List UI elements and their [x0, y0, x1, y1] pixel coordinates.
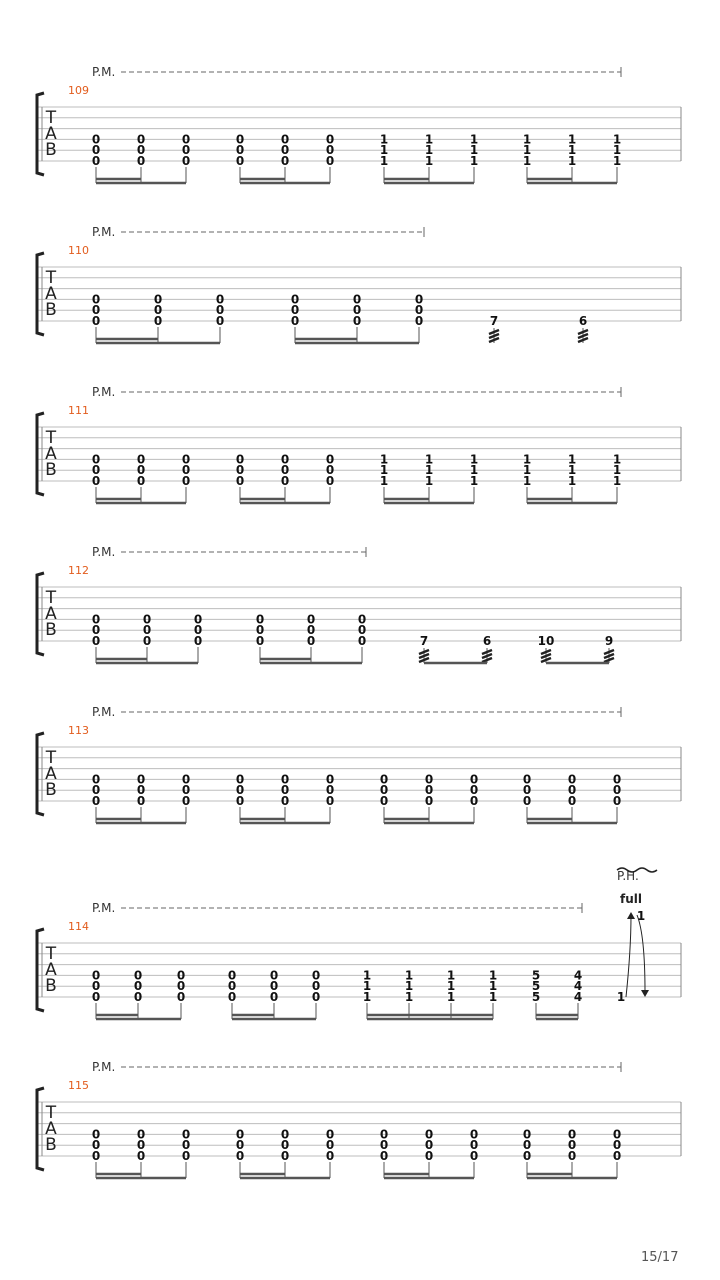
tab-clef-a: A: [45, 284, 57, 304]
fret-number: 0: [136, 783, 146, 798]
fret-number: 0: [91, 623, 101, 638]
fret-number: 0: [352, 314, 362, 328]
palm-mute-label: P.M.: [92, 65, 116, 79]
fret-number: 0: [91, 772, 101, 787]
fret-number: 0: [290, 314, 300, 328]
fret-number: 1: [469, 463, 479, 478]
fret-number: 1: [469, 474, 479, 488]
fret-number: 0: [352, 303, 362, 318]
fret-number: 0: [255, 634, 265, 648]
fret-number: 5: [531, 979, 541, 994]
tab-clef-b: B: [45, 976, 57, 996]
fret-number: 0: [91, 783, 101, 798]
fret-number: 1: [404, 990, 414, 1004]
fret-number: 0: [176, 990, 186, 1004]
fret-number: 0: [280, 794, 290, 808]
fret-number: 0: [567, 794, 577, 808]
fret-number: 0: [612, 794, 622, 808]
tab-clef-t: T: [45, 748, 57, 768]
fret-number: 1: [612, 154, 622, 168]
system-bracket: [37, 733, 44, 815]
fret-number: 0: [424, 772, 434, 787]
fret-number: 1: [469, 154, 479, 168]
palm-mute-label: P.M.: [92, 1060, 116, 1074]
fret-number: 0: [325, 463, 335, 478]
fret-number: 1: [488, 990, 498, 1004]
tab-clef-t: T: [45, 1103, 57, 1123]
fret-number: 4: [573, 990, 583, 1004]
bend-arrow-up: [626, 915, 631, 997]
tremolo-fret-number: 7: [489, 314, 499, 328]
fret-number: 0: [235, 474, 245, 488]
fret-number: 0: [91, 990, 101, 1004]
fret-number: 0: [325, 154, 335, 168]
fret-number: 0: [91, 968, 101, 983]
measure-number: 111: [68, 404, 89, 417]
fret-number: 0: [193, 634, 203, 648]
fret-number: 0: [469, 772, 479, 787]
fret-number: 0: [311, 968, 321, 983]
system-bracket: [37, 1088, 44, 1170]
fret-number: 0: [176, 968, 186, 983]
fret-number: 0: [424, 794, 434, 808]
fret-number: 0: [133, 979, 143, 994]
fret-number: 0: [325, 1127, 335, 1142]
fret-number: 0: [227, 990, 237, 1004]
fret-number: 1: [522, 143, 532, 158]
fret-number: 1: [567, 474, 577, 488]
fret-number: 1: [522, 463, 532, 478]
measure-number: 113: [68, 724, 89, 737]
fret-number: 0: [269, 990, 279, 1004]
fret-number: 0: [424, 783, 434, 798]
fret-number: 0: [181, 1149, 191, 1163]
fret-number: 0: [325, 772, 335, 787]
fret-number: 0: [325, 794, 335, 808]
fret-number: 0: [290, 292, 300, 307]
fret-number: 0: [522, 1138, 532, 1153]
fret-number: 0: [91, 154, 101, 168]
fret-number: 0: [136, 1127, 146, 1142]
fret-number: 5: [531, 990, 541, 1004]
fret-number: 0: [379, 794, 389, 808]
fret-number: 1: [362, 968, 372, 983]
fret-number: 0: [215, 292, 225, 307]
fret-number: 0: [181, 143, 191, 158]
fret-number: 1: [522, 474, 532, 488]
release-arrow-head: [641, 990, 649, 997]
palm-mute-label: P.M.: [92, 705, 116, 719]
fret-number: 0: [612, 772, 622, 787]
fret-number: 0: [193, 623, 203, 638]
fret-number: 1: [612, 463, 622, 478]
tab-clef-b: B: [45, 300, 57, 320]
fret-number: 0: [235, 794, 245, 808]
tab-clef-t: T: [45, 588, 57, 608]
measure-number: 109: [68, 84, 89, 97]
system-bracket: [37, 573, 44, 655]
fret-number: 0: [235, 154, 245, 168]
fret-number: 0: [91, 1149, 101, 1163]
fret-number: 0: [181, 1138, 191, 1153]
fret-number: 0: [142, 612, 152, 627]
tab-clef-b: B: [45, 780, 57, 800]
fret-number: 0: [424, 1127, 434, 1142]
fret-number: 1: [446, 990, 456, 1004]
fret-number: 0: [142, 634, 152, 648]
fret-number: 0: [235, 1149, 245, 1163]
fret-number: 0: [280, 474, 290, 488]
fret-number: 0: [181, 794, 191, 808]
fret-number: 0: [136, 452, 146, 467]
fret-number: 5: [531, 968, 541, 983]
fret-number: 0: [235, 143, 245, 158]
tremolo-fret-number: 7: [419, 634, 429, 648]
fret-number: 0: [181, 772, 191, 787]
fret-number: 1: [567, 154, 577, 168]
fret-number: 0: [91, 143, 101, 158]
fret-number: 1: [362, 990, 372, 1004]
fret-number: 0: [142, 623, 152, 638]
fret-number: 1: [488, 979, 498, 994]
fret-number: 0: [414, 314, 424, 328]
fret-number: 0: [235, 452, 245, 467]
fret-number: 1: [522, 132, 532, 147]
fret-number: 0: [280, 1138, 290, 1153]
palm-mute-label: P.M.: [92, 545, 116, 559]
fret-number: 0: [133, 968, 143, 983]
fret-number: 4: [573, 968, 583, 983]
fret-number: 0: [181, 463, 191, 478]
tab-system-112: [37, 545, 681, 663]
fret-number: 0: [306, 623, 316, 638]
fret-number: 0: [255, 612, 265, 627]
tab-clef-a: A: [45, 604, 57, 624]
fret-number: 0: [153, 292, 163, 307]
fret-number: 1: [379, 463, 389, 478]
tab-clef-t: T: [45, 108, 57, 128]
tab-clef-t: T: [45, 428, 57, 448]
fret-number: 0: [469, 783, 479, 798]
fret-number: 0: [136, 132, 146, 147]
fret-number: 0: [181, 783, 191, 798]
fret-number: 0: [91, 303, 101, 318]
fret-number: 0: [136, 143, 146, 158]
fret-number: 0: [136, 1138, 146, 1153]
bend-amount-label: full: [620, 892, 642, 906]
fret-number: 1: [379, 132, 389, 147]
fret-number: 0: [136, 463, 146, 478]
fret-number: 0: [325, 783, 335, 798]
fret-number: 1: [424, 132, 434, 147]
fret-number: 0: [235, 1127, 245, 1142]
fret-number: 0: [136, 794, 146, 808]
fret-number: 1: [522, 154, 532, 168]
tab-clef-t: T: [45, 944, 57, 964]
fret-number: 0: [522, 783, 532, 798]
fret-number: 1: [424, 463, 434, 478]
fret-number: 0: [311, 979, 321, 994]
fret-number: 1: [424, 474, 434, 488]
bend-arrow-head: [627, 912, 635, 919]
fret-number: 0: [567, 1138, 577, 1153]
fret-number: 1: [446, 979, 456, 994]
fret-number: 0: [567, 1149, 577, 1163]
fret-number: 0: [91, 314, 101, 328]
system-bracket: [37, 413, 44, 495]
fret-number: 0: [136, 1149, 146, 1163]
measure-number: 114: [68, 920, 89, 933]
fret-number: 0: [379, 1149, 389, 1163]
fret-number: 0: [325, 1149, 335, 1163]
tab-system-111: [37, 385, 681, 503]
fret-number: 1: [424, 154, 434, 168]
fret-number: 0: [269, 979, 279, 994]
fret-number: 0: [469, 1149, 479, 1163]
fret-number: 0: [469, 794, 479, 808]
fret-number: 0: [379, 772, 389, 787]
fret-number: 0: [414, 292, 424, 307]
fret-number: 0: [357, 612, 367, 627]
fret-number: 0: [280, 154, 290, 168]
fret-number: 0: [280, 132, 290, 147]
tab-system-114: [37, 868, 681, 1019]
fret-number: 0: [91, 634, 101, 648]
fret-number: 0: [325, 143, 335, 158]
fret-number: 0: [357, 623, 367, 638]
fret-number: 0: [269, 968, 279, 983]
fret-number: 0: [136, 474, 146, 488]
fret-number: 0: [306, 634, 316, 648]
system-bracket: [37, 253, 44, 335]
tab-clef-b: B: [45, 460, 57, 480]
fret-number: 0: [235, 132, 245, 147]
fret-number: 0: [91, 1127, 101, 1142]
fret-number: 0: [379, 783, 389, 798]
fret-number: 0: [91, 463, 101, 478]
tab-system-113: [37, 705, 681, 823]
fret-number: 1: [469, 132, 479, 147]
fret-number: 0: [215, 314, 225, 328]
fret-number: 0: [235, 463, 245, 478]
tab-system-115: [37, 1060, 681, 1178]
fret-number: 0: [235, 783, 245, 798]
fret-number: 0: [280, 772, 290, 787]
tremolo-fret-number: 6: [578, 314, 588, 328]
fret-number: 0: [215, 303, 225, 318]
fret-number: 0: [91, 979, 101, 994]
fret-number: 0: [379, 1127, 389, 1142]
fret-number: 1: [469, 452, 479, 467]
fret-number: 0: [91, 612, 101, 627]
measure-number: 110: [68, 244, 89, 257]
fret-number: 0: [280, 783, 290, 798]
fret-number: 1: [488, 968, 498, 983]
fret-number: 0: [567, 1127, 577, 1142]
fret-number: 0: [424, 1149, 434, 1163]
fret-number: 0: [181, 1127, 191, 1142]
tremolo-fret-number: 10: [537, 634, 555, 648]
fret-number: 0: [91, 794, 101, 808]
fret-number: 1: [567, 463, 577, 478]
tab-clef-a: A: [45, 444, 57, 464]
system-bracket: [37, 93, 44, 175]
page-number: 15/17: [641, 1250, 679, 1265]
fret-number: 0: [227, 968, 237, 983]
tab-system-110: [37, 225, 681, 343]
fret-number: 0: [612, 1149, 622, 1163]
fret-number: 0: [469, 1127, 479, 1142]
fret-number: 0: [235, 1138, 245, 1153]
fret-number: 0: [612, 1138, 622, 1153]
fret-number: 0: [325, 1138, 335, 1153]
fret-number: 0: [414, 303, 424, 318]
fret-number: 1: [567, 143, 577, 158]
fret-number: 1: [469, 143, 479, 158]
fret-number: 1: [404, 979, 414, 994]
tab-clef-b: B: [45, 1135, 57, 1155]
fret-number: 0: [522, 794, 532, 808]
fret-number: 0: [91, 132, 101, 147]
fret-number: 1: [379, 154, 389, 168]
fret-number: 1: [567, 132, 577, 147]
fret-number: 0: [181, 452, 191, 467]
fret-number: 0: [153, 314, 163, 328]
pinch-harmonic-label: P.H.: [617, 869, 639, 883]
fret-number: 1: [567, 452, 577, 467]
fret-number: 0: [290, 303, 300, 318]
fret-number: 0: [176, 979, 186, 994]
fret-number: 1: [379, 143, 389, 158]
fret-number: 0: [306, 612, 316, 627]
fret-number: 0: [522, 1149, 532, 1163]
fret-number: 1: [612, 474, 622, 488]
tab-clef-a: A: [45, 1119, 57, 1139]
fret-number: 0: [612, 1127, 622, 1142]
fret-number: 1: [612, 132, 622, 147]
tab-clef-a: A: [45, 960, 57, 980]
palm-mute-label: P.M.: [92, 901, 116, 915]
fret-number: 0: [357, 634, 367, 648]
fret-number: 0: [153, 303, 163, 318]
fret-number: 1: [404, 968, 414, 983]
fret-number: 0: [379, 1138, 389, 1153]
tab-clef-a: A: [45, 124, 57, 144]
fret-number: 0: [311, 990, 321, 1004]
fret-number: 0: [352, 292, 362, 307]
fret-number: 0: [424, 1138, 434, 1153]
fret-number: 0: [91, 1138, 101, 1153]
fret-number: 0: [522, 1127, 532, 1142]
fret-number: 0: [280, 1127, 290, 1142]
fret-number: 0: [181, 154, 191, 168]
palm-mute-label: P.M.: [92, 385, 116, 399]
bend-target-fret: 1: [636, 909, 646, 923]
fret-number: 1: [379, 452, 389, 467]
fret-number: 0: [325, 132, 335, 147]
fret-number: 0: [91, 452, 101, 467]
fret-number: 0: [227, 979, 237, 994]
fret-number: 1: [379, 474, 389, 488]
fret-number: 0: [280, 143, 290, 158]
fret-number: 0: [235, 772, 245, 787]
fret-number: 0: [469, 1138, 479, 1153]
fret-number: 0: [280, 452, 290, 467]
fret-number: 1: [612, 143, 622, 158]
fret-number: 1: [522, 452, 532, 467]
fret-number: 0: [567, 783, 577, 798]
tab-clef-b: B: [45, 620, 57, 640]
bend-fret-number: 1: [616, 990, 626, 1004]
fret-number: 1: [424, 452, 434, 467]
fret-number: 0: [255, 623, 265, 638]
fret-number: 0: [522, 772, 532, 787]
fret-number: 4: [573, 979, 583, 994]
fret-number: 0: [280, 1149, 290, 1163]
tab-clef-t: T: [45, 268, 57, 288]
fret-number: 0: [136, 154, 146, 168]
fret-number: 1: [446, 968, 456, 983]
tab-system-109: [37, 65, 681, 183]
fret-number: 0: [325, 452, 335, 467]
measure-number: 112: [68, 564, 89, 577]
fret-number: 0: [567, 772, 577, 787]
tremolo-fret-number: 9: [604, 634, 614, 648]
measure-number: 115: [68, 1079, 89, 1092]
fret-number: 0: [91, 474, 101, 488]
tab-clef-b: B: [45, 140, 57, 160]
fret-number: 0: [325, 474, 335, 488]
fret-number: 0: [133, 990, 143, 1004]
palm-mute-label: P.M.: [92, 225, 116, 239]
fret-number: 0: [280, 463, 290, 478]
fret-number: 0: [612, 783, 622, 798]
tremolo-fret-number: 6: [482, 634, 492, 648]
fret-number: 0: [91, 292, 101, 307]
tab-clef-a: A: [45, 764, 57, 784]
fret-number: 1: [362, 979, 372, 994]
fret-number: 0: [181, 132, 191, 147]
fret-number: 1: [612, 452, 622, 467]
fret-number: 0: [193, 612, 203, 627]
fret-number: 0: [181, 474, 191, 488]
fret-number: 0: [136, 772, 146, 787]
fret-number: 1: [424, 143, 434, 158]
system-bracket: [37, 929, 44, 1011]
